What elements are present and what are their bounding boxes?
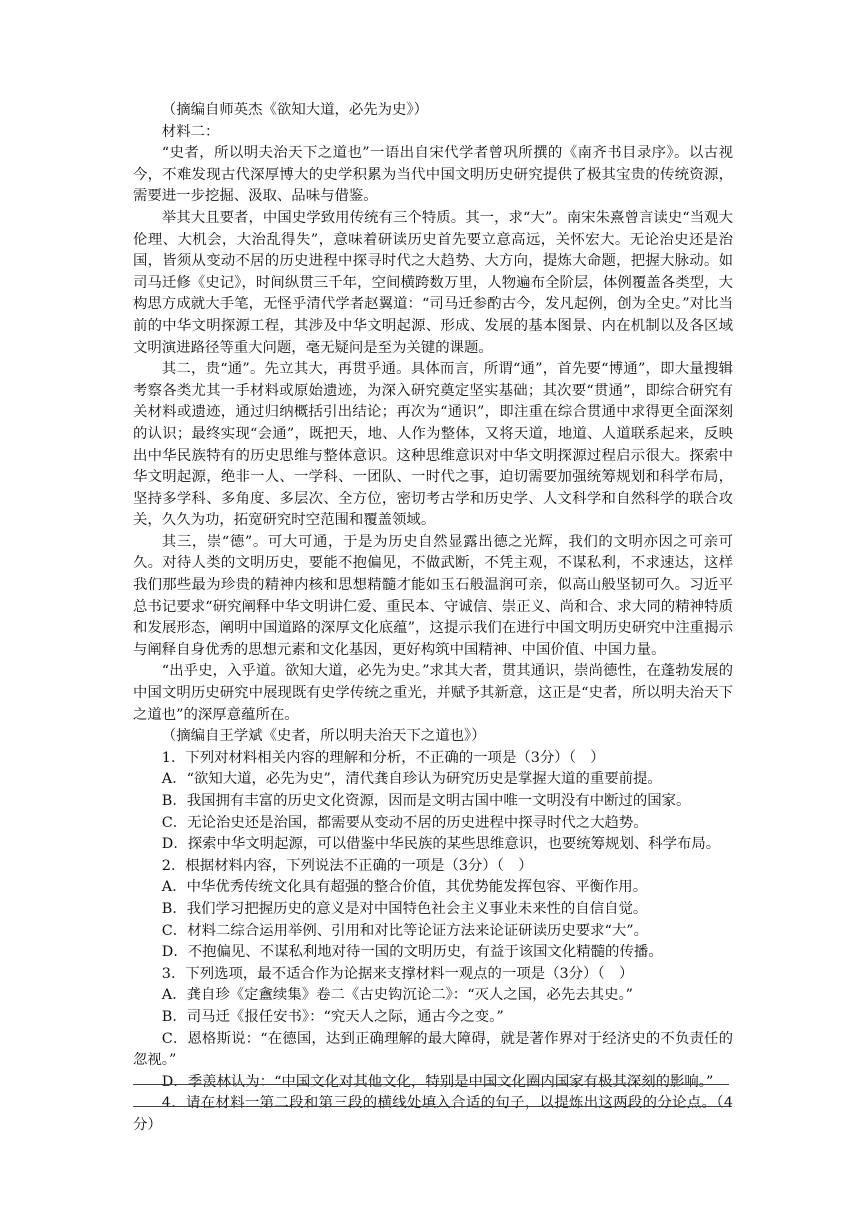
material2-source: （摘编自王学斌《史者，所以明夫治天下之道也》） [161,728,486,745]
question-3-option-c: C．恩格斯说：“在德国，达到正确理解的最大障碍，就是著作界对于经济史的不负责任的忽视。” [133,1030,733,1069]
material2-paragraph: 其三，崇“德”。可大可通，于是为历史自然显露出德之光辉，我们的文明亦因之可亲可久。对待人类的文明历史，要能不抱偏见，不做武断，不凭主观，不谋私利，不求速达，这样我们那些最为珍贵的精神内核和思想精髓才能如玉石般温润可亲，似高山般坚韧可久。习近平总书记要求“研究阐释中华文明讲仁爱、重民本、守诚信、崇正义、尚和合、求大同的精神特质和发展形态，阐明中国道路的深厚文化底蕴”，这提示我们在进行中国文明历史研究中注重揭示与阐释自身优秀的思想元素和文化基因，更好构筑中国精神、中国价值、中国力量。 [133,533,733,658]
material2-paragraph: “史者，所以明夫治天下之道也”一语出自宋代学者曾巩所撰的《南齐书目录序》。以古视今，不难发现古代深厚博大的史学积累为当代中国文明历史研究提供了极其宝贵的传统资源，需要进一步挖掘、汲取、品味与借鉴。 [133,145,733,205]
answer-line [133,1106,729,1107]
answer-line [133,1084,729,1085]
question-2-option-b: B．我们学习把握历史的意义是对中国特色社会主义事业未来性的自信自觉。 [161,900,648,917]
question-3-stem: 3．下列选项，最不适合作为论据来支撑材料一观点的一项是（3分）（ ） [161,965,634,982]
question-2-option-a: A．中华优秀传统文化具有超强的整合价值，其优势能发挥包容、平衡作用。 [161,879,648,896]
question-2-option-c: C．材料二综合运用举例、引用和对比等论证方法来论证研读历史要求“大”。 [161,922,649,939]
question-1-option-a: A．“欲知大道，必先为史”，清代龚自珍认为研究历史是掌握大道的重要前提。 [161,771,662,788]
material2-paragraph: “出乎史，入乎道。欲知大道，必先为史。”求其大者，贯其通识，崇尚德性，在蓬勃发展的中国文明历史研究中展现既有史学传统之重光，并赋予其新意，这正是“史者，所以明夫治天下之道也”的深厚意蕴所在。 [133,663,733,723]
material2-paragraph: 其二，贵“通”。先立其大，再贯乎通。具体而言，所谓“通”，首先要“博通”，即大量搜辑考察各类尤其一手材料或原始遗迹，为深入研究奠定坚实基础；其次要“贯通”，即综合研究有关材料或遗迹，通过归纳概括引出结论；再次为“通识”，即注重在综合贯通中求得更全面深刻的认识；最终实现“会通”，既把天，地、人作为整体，又将天道，地道、人道联系起来，反映出中华民族特有的历史思维与整体意识。这种思维意识对中华文明探源过程启示很大。探索中华文明起源，绝非一人、一学科、一团队、一时代之事，迫切需要加强统筹规划和科学布局，坚持多学科、多角度、多层次、全方位，密切考古学和历史学、人文科学和自然科学的联合攻关，久久为功，拓宽研究时空范围和覆盖领域。 [133,361,733,529]
question-1-option-d: D．探索中华文明起源，可以借鉴中华民族的某些思维意识，也要统筹规划、科学布局。 [161,836,721,853]
reading-passage [133,100,733,1137]
question-3-option-a: A．龚自珍《定盦续集》卷二《古史钩沉论二》：“灭人之国，必先去其史。” [161,987,634,1004]
question-2-option-d: D．不抱偏见、不谋私利地对待一国的文明历史，有益于该国文化精髓的传播。 [161,944,663,961]
question-4-stem: 4．请在材料一第二段和第三段的横线处填入合适的句子，以提炼出这两段的分论点。（4分） [133,1095,733,1133]
question-1-option-b: B．我国拥有丰富的历史文化资源，因而是文明古国中唯一文明没有中断过的国家。 [161,793,691,809]
question-1-option-c: C．无论治史还是治国，都需要从变动不居的历史进程中探寻时代之大趋势。 [161,814,648,831]
question-1-stem: 1．下列对材料相关内容的理解和分析，不正确的一项是（3分）（ ） [161,749,605,766]
material1-source: （摘编自师英杰《欲知大道，必先为史》） [161,102,429,118]
question-3-option-d: D．季羡林认为：“中国文化对其他文化，特别是中国文化圈内国家有极其深刻的影响。” [161,1073,714,1090]
question-2-stem: 2．根据材料内容，下列说法不正确的一项是（3分）（ ） [161,857,533,874]
material2-paragraph: 举其大且要者，中国史学致用传统有三个特质。其一，求“大”。南宋朱熹曾言读史“当观大伦理、大机会，大治乱得失”，意味着研读历史首先要立意高远，关怀宏大。无论治史还是治国，皆须从变动不居的历史进程中探寻时代之大趋势、大方向，提炼大命题，把握大脉动。如司马迁修《史记》，时间纵贯三千年，空间横跨数万里，人物遍布全阶层，体例覆盖各类型，大构思方成就大手笔，无怪乎清代学者赵翼道：“司马迁参酌古今，发凡起例，创为全史。”对比当前的中华文明探源工程，其涉及中华文明起源、形成、发展的基本图景、内在机制以及各区域文明演进路径等重大问题，毫无疑问是至为关键的课题。 [133,209,733,356]
material2-heading: 材料二： [161,123,220,140]
question-3-option-b: B．司马迁《报任安书》：“究天人之际，通古今之变。” [161,1008,504,1025]
